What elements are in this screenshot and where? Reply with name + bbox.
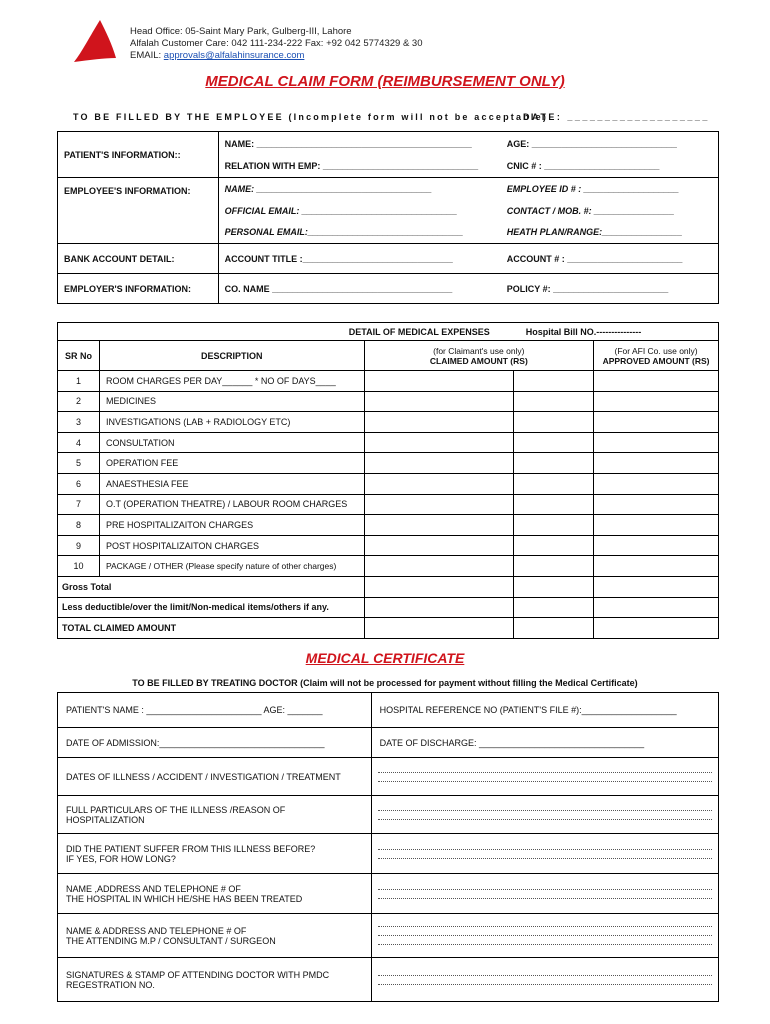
approved-amount-cell[interactable] xyxy=(594,515,719,536)
form-title: MEDICAL CLAIM FORM (REIMBURSEMENT ONLY) xyxy=(205,73,565,90)
claimed-amount-cell[interactable] xyxy=(514,412,594,433)
approved-amount-cell[interactable] xyxy=(594,453,719,474)
col-sr-header: SR No xyxy=(58,341,100,371)
claimed-amount-cell[interactable] xyxy=(364,494,514,515)
expense-row: 8 PRE HOSPITALIZAITON CHARGES xyxy=(58,515,719,536)
col-description-header: DESCRIPTION xyxy=(99,341,364,371)
claimed-amount-cell[interactable] xyxy=(364,515,514,536)
employee-section-label: EMPLOYEE'S INFORMATION: xyxy=(58,178,219,244)
approved-amount-cell[interactable] xyxy=(594,494,719,515)
claimed-amount-cell[interactable] xyxy=(364,391,514,412)
policy-number-field[interactable]: POLICY #: _______________________ xyxy=(501,274,719,304)
gross-total-label: Gross Total xyxy=(58,576,365,597)
contact-field[interactable]: CONTACT / MOB. #: ________________ xyxy=(501,200,719,222)
customer-care-line: Alfalah Customer Care: 042 111-234-222 Fax: +92 042 5774329 & 30 xyxy=(130,38,423,49)
gross-total-claimed[interactable] xyxy=(514,576,594,597)
employer-section-label: EMPLOYER'S INFORMATION: xyxy=(58,274,219,304)
expense-row: 3 INVESTIGATIONS (LAB + RADIOLOGY ETC) xyxy=(58,412,719,433)
consultant-details-field[interactable] xyxy=(371,914,718,958)
email-line: EMAIL: approvals@alfalahinsurance.com xyxy=(130,50,305,61)
gross-total-claimed[interactable] xyxy=(364,576,514,597)
total-approved-amount[interactable] xyxy=(594,618,719,639)
employee-instruction: TO BE FILLED BY THE EMPLOYEE (Incomplete form will not be acceptable) DATE: ___________________ xyxy=(73,112,710,122)
claimed-amount-cell[interactable] xyxy=(364,453,514,474)
claimed-amount-cell[interactable] xyxy=(514,473,594,494)
claimed-amount-cell[interactable] xyxy=(514,391,594,412)
expense-row: 9 POST HOSPITALIZAITON CHARGES xyxy=(58,535,719,556)
email-link[interactable]: approvals@alfalahinsurance.com xyxy=(163,50,305,61)
consultant-details-label: NAME & ADDRESS AND TELEPHONE # OF THE ATTENDING M.P / CONSULTANT / SURGEON xyxy=(58,914,372,958)
approved-amount-cell[interactable] xyxy=(594,556,719,577)
patient-section-label: PATIENT'S INFORMATION:: xyxy=(58,132,219,178)
account-title-field[interactable]: ACCOUNT TITLE :______________________________ xyxy=(218,244,501,274)
medical-certificate-title: MEDICAL CERTIFICATE xyxy=(305,650,465,666)
official-email-field[interactable]: OFFICIAL EMAIL: _______________________________ xyxy=(224,205,458,216)
date-field[interactable]: DATE: ___________________ xyxy=(523,112,710,122)
personal-email-field[interactable]: PERSONAL EMAIL:_______________________________ xyxy=(218,222,501,244)
admission-date-field[interactable]: DATE OF ADMISSION:_________________________________ xyxy=(58,728,372,758)
patient-name-field[interactable]: NAME: ___________________________________________ xyxy=(218,132,501,156)
claimed-amount-cell[interactable] xyxy=(364,371,514,392)
head-office-address: Head Office: 05-Saint Mary Park, Gulberg-III, Lahore xyxy=(130,26,352,37)
company-logo xyxy=(68,18,118,64)
total-claimed-label: TOTAL CLAIMED AMOUNT xyxy=(58,618,365,639)
deductible-claimed[interactable] xyxy=(364,597,514,618)
claimed-amount-cell[interactable] xyxy=(514,371,594,392)
claimed-amount-cell[interactable] xyxy=(514,432,594,453)
discharge-date-field[interactable]: DATE OF DISCHARGE: _________________________________ xyxy=(371,728,718,758)
hospital-bill-field[interactable]: Hospital Bill NO.--------------- xyxy=(514,323,719,341)
account-number-field[interactable]: ACCOUNT # : _______________________ xyxy=(501,244,719,274)
relation-field[interactable]: RELATION WITH EMP: _______________________________ xyxy=(224,161,479,172)
expense-row: 10 PACKAGE / OTHER (Please specify nature of other charges) xyxy=(58,556,719,577)
illness-particulars-field[interactable] xyxy=(371,796,718,834)
less-deductible-label: Less deductible/over the limit/Non-medical items/others if any. xyxy=(58,597,365,618)
col-claimed-header: (for Claimant's use only) CLAIMED AMOUNT (RS) xyxy=(364,341,594,371)
expenses-table xyxy=(57,322,719,639)
company-name-field[interactable]: CO. NAME ____________________________________ xyxy=(218,274,501,304)
claimed-amount-cell[interactable] xyxy=(514,535,594,556)
expense-row: 1 ROOM CHARGES PER DAY______ * NO OF DAYS____ xyxy=(58,371,719,392)
claimed-amount-cell[interactable] xyxy=(514,556,594,577)
claimed-amount-cell[interactable] xyxy=(514,453,594,474)
claimed-amount-cell[interactable] xyxy=(364,432,514,453)
patient-age-field[interactable]: AGE: _____________________________ xyxy=(501,132,719,156)
doctor-signature-field[interactable] xyxy=(371,958,718,1002)
gross-total-approved[interactable] xyxy=(594,576,719,597)
deductible-approved[interactable] xyxy=(594,597,719,618)
health-plan-field[interactable]: HEATH PLAN/RANGE:________________ xyxy=(501,222,719,244)
employee-id-field[interactable]: EMPLOYEE ID # : ___________________ xyxy=(501,178,719,200)
expense-row: 5 OPERATION FEE xyxy=(58,453,719,474)
certificate-table xyxy=(57,692,719,1002)
approved-amount-cell[interactable] xyxy=(594,371,719,392)
col-approved-header: (For AFI Co. use only) APPROVED AMOUNT (RS) xyxy=(594,341,719,371)
claimed-amount-cell[interactable] xyxy=(364,556,514,577)
illness-particulars-label: FULL PARTICULARS OF THE ILLNESS /REASON OF HOSPITALIZATION xyxy=(58,796,372,834)
cert-patient-name-field[interactable]: PATIENT'S NAME : _______________________ AGE: _______ xyxy=(58,693,372,728)
expense-row: 2 MEDICINES xyxy=(58,391,719,412)
approved-amount-cell[interactable] xyxy=(594,432,719,453)
expense-row: 4 CONSULTATION xyxy=(58,432,719,453)
approved-amount-cell[interactable] xyxy=(594,473,719,494)
cnic-field[interactable]: CNIC # : _______________________ xyxy=(501,156,719,178)
previous-illness-label: DID THE PATIENT SUFFER FROM THIS ILLNESS BEFORE? IF YES, FOR HOW LONG? xyxy=(58,834,372,874)
total-claimed-amount[interactable] xyxy=(364,618,514,639)
hospital-reference-field[interactable]: HOSPITAL REFERENCE NO (PATIENT'S FILE #):___________________ xyxy=(371,693,718,728)
illness-dates-label: DATES OF ILLNESS / ACCIDENT / INVESTIGATION / TREATMENT xyxy=(58,758,372,796)
claimed-amount-cell[interactable] xyxy=(514,515,594,536)
approved-amount-cell[interactable] xyxy=(594,535,719,556)
approved-amount-cell[interactable] xyxy=(594,412,719,433)
info-table xyxy=(57,131,719,304)
hospital-details-label: NAME ,ADDRESS AND TELEPHONE # OF THE HOSPITAL IN WHICH HE/SHE HAS BEEN TREATED xyxy=(58,874,372,914)
doctor-instruction: TO BE FILLED BY TREATING DOCTOR (Claim will not be processed for payment without filling the Medical Certificate) xyxy=(132,678,638,688)
illness-dates-field[interactable] xyxy=(371,758,718,796)
expense-row: 7 O.T (OPERATION THEATRE) / LABOUR ROOM CHARGES xyxy=(58,494,719,515)
deductible-claimed[interactable] xyxy=(514,597,594,618)
expense-row: 6 ANAESTHESIA FEE xyxy=(58,473,719,494)
employee-name-field[interactable]: NAME: ___________________________________ xyxy=(218,178,501,200)
hospital-details-field[interactable] xyxy=(371,874,718,914)
expenses-heading: DETAIL OF MEDICAL EXPENSES xyxy=(99,323,513,341)
total-claimed-amount[interactable] xyxy=(514,618,594,639)
claimed-amount-cell[interactable] xyxy=(364,412,514,433)
claimed-amount-cell[interactable] xyxy=(364,535,514,556)
header-contact xyxy=(130,26,423,62)
previous-illness-field[interactable] xyxy=(371,834,718,874)
claimed-amount-cell[interactable] xyxy=(514,494,594,515)
bank-section-label: BANK ACCOUNT DETAIL: xyxy=(58,244,219,274)
claimed-amount-cell[interactable] xyxy=(364,473,514,494)
approved-amount-cell[interactable] xyxy=(594,391,719,412)
doctor-signature-label: SIGNATURES & STAMP OF ATTENDING DOCTOR WITH PMDC REGESTRATION NO. xyxy=(58,958,372,1002)
